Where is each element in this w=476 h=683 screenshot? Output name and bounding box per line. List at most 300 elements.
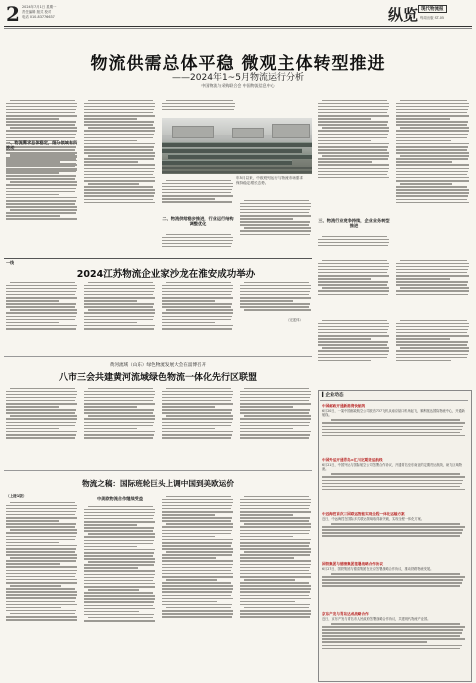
text-line bbox=[331, 573, 461, 575]
text-line bbox=[6, 160, 77, 162]
text-line bbox=[6, 520, 59, 522]
news-item-body: 6月21日，中国外运与国际航空公司签署合作协议，开通青岛至东南亚的定期货运航线，助力区域物流。 bbox=[322, 463, 462, 472]
text-line bbox=[318, 350, 389, 352]
text-line bbox=[318, 323, 389, 325]
text-line bbox=[84, 543, 153, 545]
text-line bbox=[6, 597, 76, 599]
text-line bbox=[240, 437, 309, 439]
text-line bbox=[162, 591, 232, 593]
news-item bbox=[322, 458, 466, 500]
text-line bbox=[162, 109, 234, 111]
text-line bbox=[84, 328, 154, 330]
text-line bbox=[84, 391, 155, 393]
text-line bbox=[162, 201, 232, 203]
text-line bbox=[162, 567, 232, 569]
text-line bbox=[318, 245, 388, 247]
text-line bbox=[84, 515, 154, 517]
text-line bbox=[240, 545, 309, 547]
text-line bbox=[400, 155, 468, 157]
jiangsu-col-4-gap bbox=[240, 330, 312, 354]
text-line bbox=[6, 570, 77, 572]
text-line bbox=[162, 530, 232, 532]
text-line bbox=[84, 180, 155, 182]
text-line bbox=[240, 591, 310, 593]
text-line bbox=[84, 527, 154, 529]
text-line bbox=[162, 246, 231, 248]
text-line bbox=[6, 169, 77, 171]
text-line bbox=[322, 529, 463, 531]
text-line bbox=[318, 168, 389, 170]
text-line bbox=[240, 613, 311, 615]
text-line bbox=[6, 121, 76, 123]
text-line bbox=[6, 579, 77, 581]
text-line bbox=[162, 406, 215, 408]
text-line bbox=[322, 585, 460, 587]
text-line bbox=[240, 212, 309, 214]
text-line bbox=[6, 172, 59, 174]
text-line bbox=[162, 576, 233, 578]
text-line bbox=[396, 137, 467, 139]
text-line bbox=[322, 483, 462, 485]
yellow-col-1 bbox=[6, 386, 78, 466]
text-line bbox=[162, 285, 233, 287]
text-line bbox=[162, 548, 233, 550]
text-line bbox=[322, 432, 460, 434]
news-item-body: 6月20日，一架中国邮政航空公司波音737飞机从南京禄口机场起飞，顺利抵达国际物流中心，开通新航线。 bbox=[322, 409, 465, 418]
text-line bbox=[396, 278, 450, 280]
text-line bbox=[84, 294, 153, 296]
ports-col-3 bbox=[162, 494, 234, 680]
text-line bbox=[162, 319, 231, 321]
text-line bbox=[396, 195, 468, 197]
text-line bbox=[84, 605, 153, 607]
text-line bbox=[6, 163, 76, 165]
text-line bbox=[396, 115, 469, 117]
text-line bbox=[84, 540, 154, 542]
text-line bbox=[166, 234, 231, 236]
text-line bbox=[84, 558, 155, 560]
text-line bbox=[6, 588, 75, 590]
text-line bbox=[318, 115, 389, 117]
header-rule bbox=[4, 26, 472, 27]
text-line bbox=[318, 269, 388, 271]
text-line bbox=[396, 180, 469, 182]
text-line bbox=[84, 285, 155, 287]
text-line bbox=[162, 533, 231, 535]
text-line bbox=[240, 604, 310, 606]
text-line bbox=[396, 149, 467, 151]
text-line bbox=[84, 130, 155, 132]
text-line bbox=[84, 143, 155, 145]
contact-line: 电话 010-83776637 bbox=[22, 15, 55, 19]
text-line bbox=[396, 338, 450, 340]
text-line bbox=[240, 394, 311, 396]
text-line bbox=[162, 588, 233, 590]
text-line bbox=[318, 326, 389, 328]
text-line bbox=[84, 146, 154, 148]
text-line bbox=[318, 354, 388, 356]
text-line bbox=[240, 536, 293, 538]
text-line bbox=[162, 428, 215, 430]
text-line bbox=[240, 434, 310, 436]
text-line bbox=[322, 236, 387, 238]
text-line bbox=[6, 212, 76, 214]
text-line bbox=[240, 557, 294, 559]
text-line bbox=[84, 134, 154, 136]
text-line bbox=[396, 121, 468, 123]
text-line bbox=[240, 564, 311, 566]
text-line bbox=[396, 332, 467, 334]
text-line bbox=[396, 344, 467, 346]
text-line bbox=[162, 542, 232, 544]
text-line bbox=[10, 388, 75, 390]
text-line bbox=[84, 152, 155, 154]
text-line bbox=[84, 112, 153, 114]
text-line bbox=[396, 161, 452, 163]
text-line bbox=[396, 290, 469, 292]
text-line bbox=[6, 539, 75, 541]
yellow-col-4 bbox=[240, 386, 312, 466]
news-item-head: 中远海控首次三国联运智能实现全程一体化运输方案 bbox=[322, 512, 405, 516]
text-line bbox=[84, 195, 154, 197]
text-line bbox=[240, 400, 309, 402]
text-line bbox=[84, 192, 155, 194]
text-line bbox=[88, 155, 154, 157]
text-line bbox=[84, 168, 155, 170]
text-line bbox=[240, 206, 311, 208]
text-line bbox=[396, 284, 467, 286]
text-line bbox=[88, 127, 155, 129]
section-rule-yellow-river bbox=[4, 356, 312, 357]
ports-headline: 物流之稿：国际班轮巨头上调中国到美欧运价 bbox=[82, 479, 234, 488]
text-line bbox=[84, 199, 153, 201]
text-line bbox=[6, 288, 77, 290]
text-line bbox=[6, 394, 77, 396]
text-line bbox=[162, 322, 215, 324]
text-line bbox=[88, 506, 153, 508]
text-line bbox=[6, 425, 75, 427]
text-line bbox=[84, 202, 155, 204]
text-line bbox=[322, 155, 388, 157]
text-line bbox=[84, 434, 154, 436]
text-line bbox=[162, 325, 233, 327]
text-line bbox=[6, 124, 75, 126]
text-line bbox=[400, 100, 467, 102]
text-line bbox=[240, 539, 311, 541]
text-line bbox=[162, 400, 231, 402]
text-line bbox=[88, 415, 155, 417]
news-item-body: 近日，京东产发与青岛市人民政府签署战略合作协议，共建现代物流产业园。 bbox=[322, 617, 431, 621]
text-line bbox=[166, 180, 231, 182]
text-line bbox=[6, 604, 77, 606]
text-line bbox=[84, 586, 155, 588]
text-line bbox=[162, 183, 233, 185]
text-line bbox=[84, 164, 155, 166]
text-line bbox=[84, 394, 155, 396]
jiangsu-col-1 bbox=[6, 280, 78, 354]
text-line bbox=[162, 502, 233, 504]
text-line bbox=[162, 103, 235, 105]
text-line bbox=[84, 325, 155, 327]
text-line bbox=[322, 260, 387, 262]
text-line bbox=[331, 419, 461, 421]
text-line bbox=[84, 103, 155, 105]
text-line bbox=[6, 554, 77, 556]
text-line bbox=[162, 545, 231, 547]
text-line bbox=[240, 576, 311, 578]
text-line bbox=[162, 610, 233, 612]
text-line bbox=[318, 174, 387, 176]
text-line bbox=[396, 134, 468, 136]
text-line bbox=[6, 400, 75, 402]
lead-col-6 bbox=[396, 98, 470, 254]
text-line bbox=[322, 579, 463, 581]
text-line bbox=[162, 582, 231, 584]
text-line bbox=[318, 112, 387, 114]
text-line bbox=[162, 604, 232, 606]
text-line bbox=[396, 109, 468, 111]
ports-col-1 bbox=[6, 500, 78, 680]
text-line bbox=[162, 294, 231, 296]
text-line bbox=[166, 282, 231, 284]
text-line bbox=[240, 595, 309, 597]
text-line bbox=[6, 109, 76, 111]
text-line bbox=[244, 282, 309, 284]
text-line bbox=[162, 291, 232, 293]
text-line bbox=[6, 523, 76, 525]
text-line bbox=[6, 203, 75, 205]
text-line bbox=[10, 282, 75, 284]
text-line bbox=[322, 100, 387, 102]
text-line bbox=[88, 533, 155, 535]
text-line bbox=[84, 106, 155, 108]
text-line bbox=[322, 127, 389, 129]
ports-subhead: 中美欧物流合作继续受益 bbox=[96, 496, 144, 501]
text-line bbox=[240, 391, 311, 393]
text-line bbox=[396, 341, 468, 343]
text-line bbox=[162, 431, 233, 433]
text-line bbox=[318, 109, 388, 111]
text-line bbox=[162, 573, 233, 575]
text-line bbox=[396, 112, 467, 114]
lead-subhead-2: 二、物流供给稳步推进，行业运行结构调整优化 bbox=[162, 216, 234, 227]
text-line bbox=[396, 281, 468, 283]
text-line bbox=[84, 109, 154, 111]
text-line bbox=[6, 428, 59, 430]
text-line bbox=[400, 320, 467, 322]
text-line bbox=[84, 319, 153, 321]
text-line bbox=[240, 548, 311, 550]
text-line bbox=[318, 239, 389, 241]
text-line bbox=[331, 623, 461, 625]
jiangsu-headline: 2024江苏物流企业家沙龙在淮安成功举办 bbox=[76, 269, 256, 280]
text-line bbox=[162, 536, 215, 538]
text-line bbox=[400, 287, 469, 289]
text-line bbox=[162, 409, 232, 411]
text-line bbox=[84, 121, 154, 123]
text-line bbox=[162, 554, 232, 556]
text-line bbox=[10, 415, 77, 417]
text-line bbox=[318, 242, 389, 244]
text-line bbox=[322, 582, 462, 584]
text-line bbox=[318, 360, 371, 362]
ports-col-2 bbox=[84, 504, 156, 680]
news-item bbox=[322, 612, 466, 665]
editor-line: 责任编辑 版式 校对 bbox=[22, 10, 52, 14]
text-line bbox=[162, 517, 232, 519]
text-line bbox=[318, 281, 388, 283]
text-line bbox=[162, 508, 231, 510]
text-line bbox=[84, 620, 155, 622]
text-line bbox=[88, 309, 155, 311]
text-line bbox=[322, 476, 465, 478]
text-line bbox=[396, 124, 467, 126]
text-line bbox=[84, 124, 153, 126]
text-line bbox=[84, 422, 154, 424]
text-line bbox=[162, 437, 231, 439]
text-line bbox=[162, 303, 232, 305]
text-line bbox=[318, 161, 372, 163]
lead-col-7 bbox=[318, 258, 390, 314]
text-line bbox=[6, 306, 75, 308]
text-line bbox=[84, 418, 155, 420]
text-line bbox=[162, 499, 233, 501]
text-line bbox=[6, 526, 75, 528]
text-line bbox=[318, 124, 387, 126]
text-line bbox=[6, 511, 76, 513]
text-line bbox=[244, 523, 311, 525]
text-line bbox=[318, 143, 389, 145]
text-line bbox=[162, 316, 232, 318]
text-line bbox=[162, 297, 233, 299]
text-line bbox=[88, 388, 153, 390]
text-line bbox=[322, 648, 460, 650]
text-line bbox=[6, 582, 77, 584]
text-line bbox=[88, 282, 153, 284]
text-line bbox=[6, 112, 75, 114]
text-line bbox=[6, 437, 75, 439]
text-line bbox=[84, 509, 155, 511]
text-line bbox=[322, 426, 463, 428]
text-line bbox=[240, 570, 309, 572]
text-line bbox=[6, 434, 76, 436]
text-line bbox=[162, 328, 232, 330]
text-line bbox=[396, 326, 469, 328]
text-line bbox=[6, 312, 77, 314]
text-line bbox=[162, 394, 233, 396]
text-line bbox=[162, 598, 233, 600]
text-line bbox=[162, 539, 233, 541]
text-line bbox=[318, 290, 389, 292]
jiangsu-col-3 bbox=[162, 280, 234, 354]
text-line bbox=[162, 520, 231, 522]
lead-headline: 物流供需总体平稳 微观主体转型推进 bbox=[90, 54, 386, 74]
lead-col-10 bbox=[396, 318, 470, 386]
text-line bbox=[84, 118, 137, 120]
text-line bbox=[240, 285, 311, 287]
text-line bbox=[84, 403, 155, 405]
text-line bbox=[84, 400, 153, 402]
text-line bbox=[84, 322, 137, 324]
text-line bbox=[6, 197, 77, 199]
section-tag-frontline: 一线 bbox=[6, 260, 14, 265]
text-line bbox=[166, 607, 231, 609]
text-line bbox=[240, 425, 309, 427]
text-line bbox=[6, 118, 59, 120]
news-item-head: 中国外运开通青岛=汇川定期货运航线 bbox=[322, 458, 383, 462]
text-line bbox=[240, 431, 311, 433]
text-line bbox=[162, 585, 233, 587]
news-box-rule bbox=[320, 400, 468, 401]
text-line bbox=[240, 418, 311, 420]
text-line bbox=[84, 291, 154, 293]
text-line bbox=[6, 103, 77, 105]
text-line bbox=[166, 496, 231, 498]
text-line bbox=[162, 526, 233, 528]
text-line bbox=[84, 555, 153, 557]
text-line bbox=[6, 573, 76, 575]
text-line bbox=[84, 425, 153, 427]
text-line bbox=[84, 611, 139, 613]
text-line bbox=[6, 563, 60, 565]
text-line bbox=[318, 278, 371, 280]
text-line bbox=[6, 175, 76, 177]
text-line bbox=[6, 300, 59, 302]
text-line bbox=[6, 508, 77, 510]
text-line bbox=[10, 502, 75, 504]
text-line bbox=[10, 529, 77, 531]
text-line bbox=[84, 530, 153, 532]
box-marker-icon: ▍ bbox=[322, 393, 326, 398]
text-line bbox=[240, 224, 309, 226]
text-line bbox=[240, 567, 310, 569]
text-line bbox=[318, 341, 388, 343]
text-line bbox=[84, 303, 154, 305]
text-line bbox=[6, 188, 76, 190]
text-line bbox=[84, 601, 154, 603]
text-line bbox=[84, 288, 155, 290]
text-line bbox=[240, 533, 309, 535]
text-line bbox=[84, 524, 137, 526]
text-line bbox=[6, 391, 77, 393]
text-line bbox=[84, 300, 137, 302]
text-line bbox=[240, 422, 310, 424]
text-line bbox=[240, 291, 310, 293]
text-line bbox=[162, 186, 233, 188]
text-line bbox=[84, 608, 155, 610]
text-line bbox=[88, 183, 138, 185]
text-line bbox=[240, 288, 311, 290]
text-line bbox=[84, 428, 137, 430]
text-line bbox=[318, 164, 389, 166]
text-line bbox=[6, 403, 77, 405]
text-line bbox=[318, 344, 387, 346]
text-line bbox=[162, 557, 216, 559]
text-line bbox=[318, 329, 388, 331]
text-line bbox=[318, 146, 388, 148]
text-line bbox=[396, 354, 468, 356]
text-line bbox=[244, 579, 294, 581]
text-line bbox=[318, 121, 388, 123]
lead-col-9 bbox=[318, 318, 390, 386]
text-line bbox=[240, 412, 309, 414]
yellow-col-3 bbox=[162, 386, 234, 466]
text-line bbox=[84, 406, 137, 408]
text-line bbox=[400, 260, 467, 262]
text-line bbox=[322, 576, 465, 578]
news-item-head: 京东产发与青岛达成战略合作 bbox=[322, 612, 369, 616]
lead-col-4 bbox=[240, 198, 312, 254]
